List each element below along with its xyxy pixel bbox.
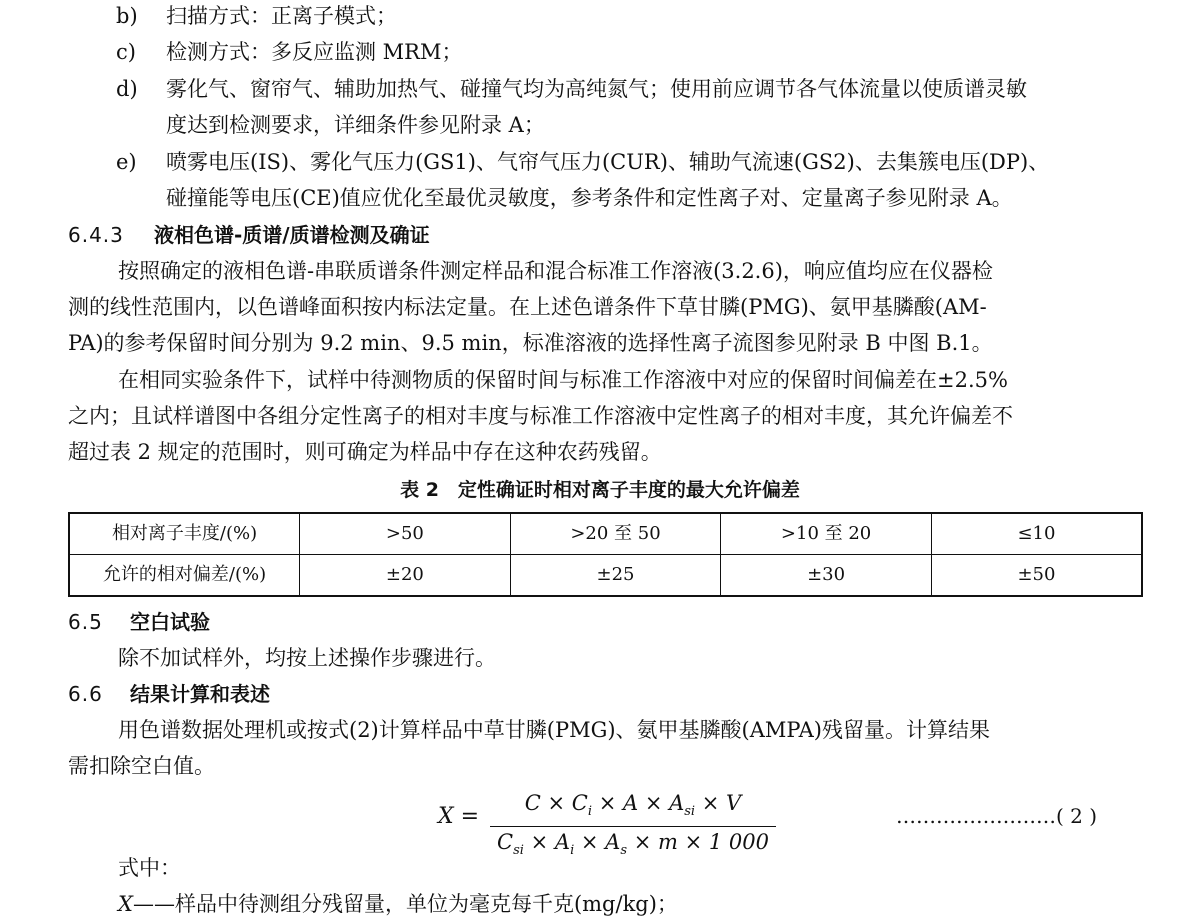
section-65-heading: [68, 612, 210, 632]
where-label: 式中：: [118, 856, 181, 880]
where-item-x: [118, 894, 678, 915]
section-65-title: 空白试验: [130, 610, 210, 634]
table-row: [69, 555, 1142, 597]
list-item-b-text: 扫描方式：正离子模式；: [166, 4, 397, 28]
section-65-number: 6.5: [68, 610, 103, 634]
section-643-para2-line1: 在相同实验条件下，试样中待测物质的保留时间与标准工作溶液中对应的保留时间偏差在±2.5%: [118, 368, 1008, 392]
section-643-para2-line3: 超过表 2 规定的范围时，则可确定为样品中存在这种农药残留。: [68, 440, 662, 464]
table-cell: ±20: [300, 555, 511, 597]
formula-equation-number: ……………………( 2 ): [896, 804, 1098, 828]
list-item-e-continuation: 碰撞能等电压(CE)值应优化至最优灵敏度，参考条件和定性离子对、定量离子参见附录 A。: [166, 186, 1013, 210]
where-item-desc: ——样品中待测组分残留量，单位为毫克每千克(mg/kg)；: [132, 892, 678, 916]
list-item-d-text: 雾化气、窗帘气、辅助加热气、碰撞气均为高纯氮气；使用前应调节各气体流量以使质谱灵敏: [166, 77, 1027, 101]
list-item-c-label: c): [116, 40, 136, 64]
list-item-d-label: d): [116, 77, 138, 101]
section-66-para-line1: 用色谱数据处理机或按式(2)计算样品中草甘膦(PMG)、氨甲基膦酸(AMPA)残留量。计算结果: [118, 718, 990, 742]
section-643-para1-line3: PA)的参考保留时间分别为 9.2 min、9.5 min，标准溶液的选择性离子流图参见附录 B 中图 B.1。: [68, 331, 993, 355]
table-2: [68, 512, 1143, 597]
table-cell: >20 至 50: [510, 513, 721, 555]
table-cell: 相对离子丰度/(%): [69, 513, 300, 555]
formula-lhs: X =: [438, 804, 480, 829]
list-item-d-continuation: 度达到检测要求，详细条件参见附录 A；: [166, 113, 545, 137]
table-cell: ≤10: [931, 513, 1142, 555]
formula-2: [438, 790, 778, 859]
formula-numerator: $C \times C_i \times A \times A_{si} \times V$: [524, 791, 742, 820]
fraction-bar: [490, 826, 776, 827]
section-643-para2-line2: 之内；且试样谱图中各组分定性离子的相对丰度与标准工作溶液中定性离子的相对丰度，其允许偏差不: [68, 404, 1013, 428]
section-643-title: 液相色谱-质谱/质谱检测及确证: [154, 223, 430, 247]
table-cell: ±30: [721, 555, 932, 597]
table-cell: ±25: [510, 555, 721, 597]
section-643-para1-line2: 测的线性范围内，以色谱峰面积按内标法定量。在上述色谱条件下草甘膦(PMG)、氨甲基膦酸(AM-: [68, 295, 987, 319]
table-cell: ±50: [931, 555, 1142, 597]
table-cell: 允许的相对偏差/(%): [69, 555, 300, 597]
section-643-number: 6.4.3: [68, 223, 124, 247]
table-row: [69, 513, 1142, 555]
section-66-number: 6.6: [68, 682, 103, 706]
section-66-heading: [68, 684, 270, 704]
table-2-title: 表 2 定性确证时相对离子丰度的最大允许偏差: [400, 479, 800, 501]
section-643-para1-line1: 按照确定的液相色谱-串联质谱条件测定样品和混合标准工作溶液(3.2.6)，响应值均应在仪器检: [118, 259, 993, 283]
section-66-title: 结果计算和表述: [130, 682, 270, 706]
section-643-heading: [68, 225, 430, 245]
table-cell: >50: [300, 513, 511, 555]
list-item-b-label: b): [116, 4, 138, 28]
section-65-text: 除不加试样外，均按上述操作步骤进行。: [118, 646, 496, 670]
formula-fraction: [490, 790, 776, 864]
list-item-e-label: e): [116, 150, 137, 174]
table-cell: >10 至 20: [721, 513, 932, 555]
list-item-c-text: 检测方式：多反应监测 MRM；: [166, 40, 463, 64]
where-item-symbol: X: [118, 892, 133, 916]
list-item-e-text: 喷雾电压(IS)、雾化气压力(GS1)、气帘气压力(CUR)、辅助气流速(GS2)、去集簇电压(DP)、: [166, 150, 1050, 174]
section-66-para-line2: 需扣除空白值。: [68, 754, 215, 778]
formula-denominator: $C_{si} \times A_i \times A_s \times m \times 1$ 000: [497, 830, 769, 859]
